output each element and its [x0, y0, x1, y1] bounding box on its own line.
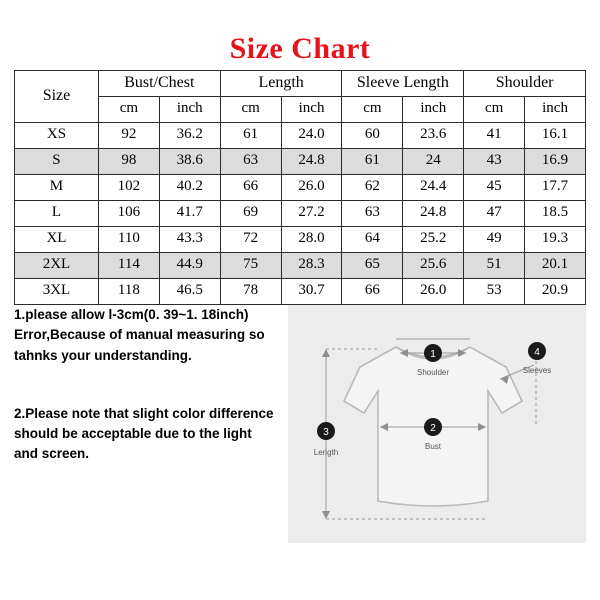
cell-size: XL	[15, 227, 99, 253]
table-row	[15, 253, 586, 279]
note-color-difference: 2.Please note that slight color difference should be acceptable due to the light and screen.	[14, 405, 274, 462]
cell-length-inch: 28.3	[281, 253, 342, 279]
cell-shoulder-inch: 20.1	[525, 253, 586, 279]
column-header-sleeve-length: Sleeve Length	[342, 71, 464, 97]
table-unit-row	[15, 97, 586, 123]
cell-length-cm: 63	[220, 149, 281, 175]
cell-sleeve-cm: 61	[342, 149, 403, 175]
cell-sleeve-inch: 25.2	[403, 227, 464, 253]
marker-1-number: 1	[430, 349, 436, 360]
cell-length-inch: 27.2	[281, 201, 342, 227]
cell-sleeve-inch: 23.6	[403, 123, 464, 149]
cell-sleeve-inch: 25.6	[403, 253, 464, 279]
cell-bust-cm: 102	[98, 175, 159, 201]
unit-shoulder-cm: cm	[464, 97, 525, 123]
cell-length-inch: 28.0	[281, 227, 342, 253]
unit-length-inch: inch	[281, 97, 342, 123]
table-row	[15, 175, 586, 201]
cell-bust-inch: 40.2	[159, 175, 220, 201]
unit-bust-inch: inch	[159, 97, 220, 123]
cell-bust-inch: 44.9	[159, 253, 220, 279]
size-chart-table-container	[0, 70, 600, 305]
cell-size: 2XL	[15, 253, 99, 279]
marker-4-label: Sleeves	[522, 366, 552, 375]
cell-sleeve-cm: 60	[342, 123, 403, 149]
cell-shoulder-cm: 41	[464, 123, 525, 149]
unit-sleeve-inch: inch	[403, 97, 464, 123]
cell-length-cm: 66	[220, 175, 281, 201]
cell-bust-inch: 43.3	[159, 227, 220, 253]
cell-sleeve-inch: 24.4	[403, 175, 464, 201]
cell-sleeve-inch: 26.0	[403, 279, 464, 305]
cell-shoulder-inch: 16.9	[525, 149, 586, 175]
table-row	[15, 149, 586, 175]
cell-bust-cm: 114	[98, 253, 159, 279]
note-measuring-tolerance: 1.please allow l-3cm(0. 39~1. 18inch) Error,Because of manual measuring so tahnks your understanding.	[14, 307, 265, 363]
cell-sleeve-inch: 24	[403, 149, 464, 175]
cell-size: XS	[15, 123, 99, 149]
cell-shoulder-inch: 17.7	[525, 175, 586, 201]
marker-4-number: 4	[534, 347, 540, 358]
cell-length-cm: 61	[220, 123, 281, 149]
cell-sleeve-cm: 66	[342, 279, 403, 305]
table-row	[15, 123, 586, 149]
cell-size: S	[15, 149, 99, 175]
cell-shoulder-inch: 19.3	[525, 227, 586, 253]
table-row	[15, 201, 586, 227]
table-row	[15, 227, 586, 253]
garment-measurement-diagram	[288, 305, 586, 543]
cell-shoulder-cm: 47	[464, 201, 525, 227]
unit-bust-cm: cm	[98, 97, 159, 123]
cell-bust-cm: 118	[98, 279, 159, 305]
column-header-bust: Bust/Chest	[98, 71, 220, 97]
cell-sleeve-cm: 64	[342, 227, 403, 253]
marker-3-number: 3	[323, 427, 329, 438]
cell-bust-inch: 41.7	[159, 201, 220, 227]
cell-length-inch: 24.8	[281, 149, 342, 175]
cell-shoulder-cm: 49	[464, 227, 525, 253]
marker-2-number: 2	[430, 423, 436, 434]
column-header-size: Size	[15, 71, 99, 123]
table-header-row	[15, 71, 586, 97]
cell-shoulder-cm: 53	[464, 279, 525, 305]
cell-sleeve-cm: 65	[342, 253, 403, 279]
cell-sleeve-inch: 24.8	[403, 201, 464, 227]
unit-shoulder-inch: inch	[525, 97, 586, 123]
cell-shoulder-cm: 51	[464, 253, 525, 279]
cell-bust-cm: 92	[98, 123, 159, 149]
cell-bust-inch: 38.6	[159, 149, 220, 175]
cell-length-cm: 69	[220, 201, 281, 227]
cell-shoulder-inch: 18.5	[525, 201, 586, 227]
unit-length-cm: cm	[220, 97, 281, 123]
cell-length-cm: 75	[220, 253, 281, 279]
cell-shoulder-inch: 16.1	[525, 123, 586, 149]
cell-size: M	[15, 175, 99, 201]
page-title: Size Chart	[229, 32, 371, 65]
size-chart-table	[14, 70, 586, 305]
cell-size: L	[15, 201, 99, 227]
cell-bust-cm: 98	[98, 149, 159, 175]
cell-length-inch: 26.0	[281, 175, 342, 201]
cell-length-inch: 30.7	[281, 279, 342, 305]
cell-length-cm: 72	[220, 227, 281, 253]
cell-sleeve-cm: 63	[342, 201, 403, 227]
notes-section	[14, 305, 274, 481]
cell-shoulder-inch: 20.9	[525, 279, 586, 305]
marker-3-label: Length	[313, 448, 339, 457]
marker-1-label: Shoulder	[416, 368, 450, 377]
cell-shoulder-cm: 43	[464, 149, 525, 175]
cell-sleeve-cm: 62	[342, 175, 403, 201]
cell-shoulder-cm: 45	[464, 175, 525, 201]
cell-size: 3XL	[15, 279, 99, 305]
cell-bust-inch: 46.5	[159, 279, 220, 305]
cell-length-cm: 78	[220, 279, 281, 305]
table-row	[15, 279, 586, 305]
column-header-shoulder: Shoulder	[464, 71, 586, 97]
column-header-length: Length	[220, 71, 342, 97]
unit-sleeve-cm: cm	[342, 97, 403, 123]
cell-length-inch: 24.0	[281, 123, 342, 149]
cell-bust-cm: 106	[98, 201, 159, 227]
marker-2-label: Bust	[424, 442, 442, 451]
cell-bust-inch: 36.2	[159, 123, 220, 149]
cell-bust-cm: 110	[98, 227, 159, 253]
